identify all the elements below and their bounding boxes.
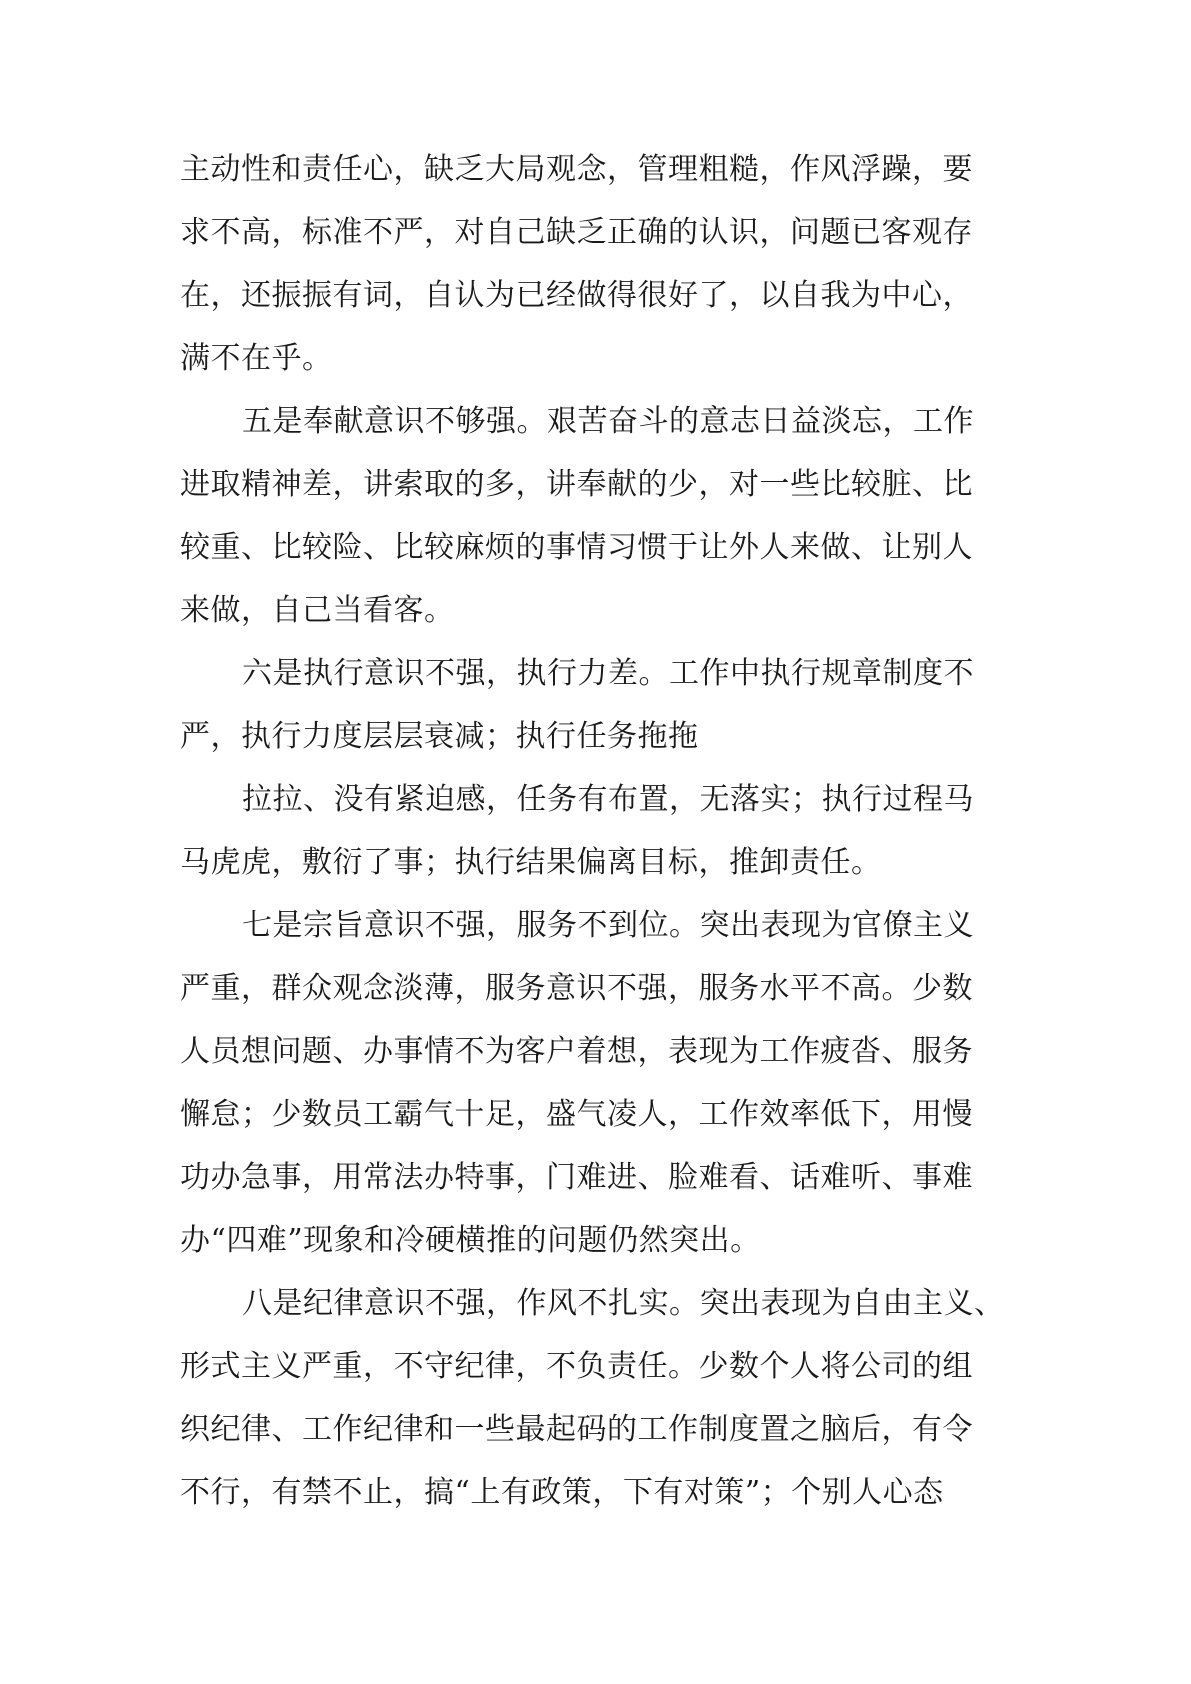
text-line: 进取精神差，讲索取的多，讲奉献的少，对一些比较脏、比 bbox=[180, 467, 973, 502]
text-line: 满不在乎。 bbox=[180, 341, 333, 376]
text-line: 人员想问题、办事情不为客户着想，表现为工作疲沓、服务 bbox=[180, 1034, 973, 1069]
text-line: 严重，群众观念淡薄，服务意识不强，服务水平不高。少数 bbox=[180, 971, 973, 1006]
paragraph-start-line: 六是执行意识不强，执行力差。工作中执行规章制度不 bbox=[242, 656, 974, 691]
paragraph-start-line: 五是奉献意识不够强。艰苦奋斗的意志日益淡忘，工作 bbox=[242, 404, 974, 439]
text-line: 不行，有禁不止，搞“上有政策，下有对策”；个别人心态 bbox=[180, 1475, 944, 1510]
text-line: 严，执行力度层层衰减；执行任务拖拖 bbox=[180, 719, 699, 754]
text-line: 在，还振振有词，自认为已经做得很好了，以自我为中心， bbox=[180, 278, 973, 313]
text-line: 办“四难”现象和冷硬横推的问题仍然突出。 bbox=[180, 1223, 761, 1258]
text-line: 功办急事，用常法办特事，门难进、脸难看、话难听、事难 bbox=[180, 1160, 973, 1195]
text-line: 较重、比较险、比较麻烦的事情习惯于让外人来做、让别人 bbox=[180, 530, 973, 565]
text-line: 懈怠；少数员工霸气十足，盛气凌人，工作效率低下，用慢 bbox=[180, 1097, 973, 1132]
text-line: 马虎虎，敷衍了事；执行结果偏离目标，推卸责任。 bbox=[180, 845, 882, 880]
text-line: 织纪律、工作纪律和一些最起码的工作制度置之脑后，有令 bbox=[180, 1412, 973, 1447]
text-line: 求不高，标准不严，对自己缺乏正确的认识，问题已客观存 bbox=[180, 215, 973, 250]
text-line: 主动性和责任心，缺乏大局观念，管理粗糙，作风浮躁，要 bbox=[180, 152, 973, 187]
paragraph-start-line: 八是纪律意识不强，作风不扎实。突出表现为自由主义、 bbox=[242, 1286, 1005, 1321]
text-line: 来做，自己当看客。 bbox=[180, 593, 455, 628]
text-line: 形式主义严重，不守纪律，不负责任。少数个人将公司的组 bbox=[180, 1349, 973, 1384]
paragraph-start-line: 拉拉、没有紧迫感，任务有布置，无落实；执行过程马 bbox=[242, 782, 974, 817]
document-body bbox=[180, 138, 1020, 1524]
paragraph-start-line: 七是宗旨意识不强，服务不到位。突出表现为官僚主义 bbox=[242, 908, 974, 943]
